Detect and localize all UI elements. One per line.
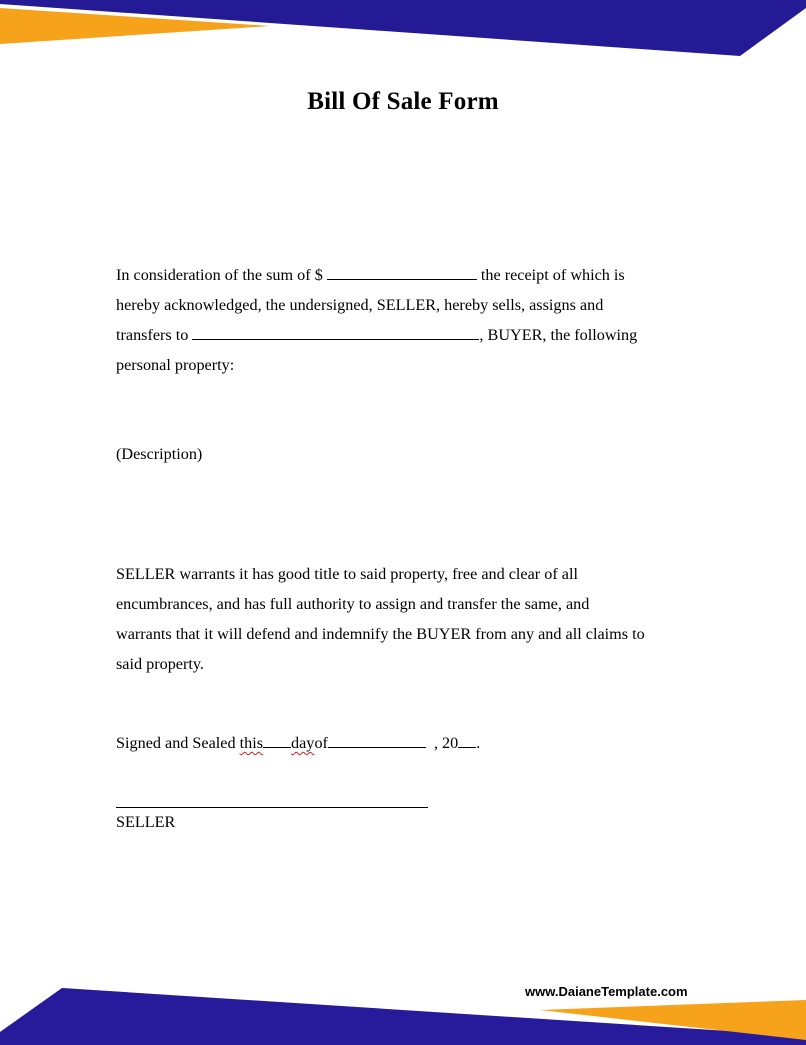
website-url: www.DaianeTemplate.com bbox=[525, 984, 688, 999]
seller-label: SELLER bbox=[116, 813, 176, 831]
of-word: of bbox=[314, 734, 328, 752]
warranty-line: warrants that it will defend and indemnify the BUYER from any and all claims to bbox=[116, 625, 645, 643]
signed-line bbox=[116, 728, 706, 758]
consideration-paragraph bbox=[116, 260, 706, 380]
year-prefix: , 20 bbox=[433, 734, 459, 752]
this-word: this bbox=[239, 734, 264, 752]
day-word: day bbox=[291, 734, 315, 752]
description-placeholder: (Description) bbox=[116, 445, 203, 463]
warranty-paragraph bbox=[116, 559, 706, 679]
personal-property-text: personal property: bbox=[116, 356, 235, 374]
warranty-line: encumbrances, and has full authority to assign and transfer the same, and bbox=[116, 595, 590, 613]
receipt-text: the receipt of which is bbox=[480, 266, 625, 284]
warranty-line: said property. bbox=[116, 655, 204, 673]
buyer-text: , BUYER, the following bbox=[479, 326, 638, 344]
signed-end: . bbox=[476, 734, 481, 752]
page-title: Bill Of Sale Form bbox=[307, 88, 499, 115]
day-blank[interactable] bbox=[263, 730, 291, 748]
acknowledged-text: hereby acknowledged, the undersigned, SELLER, hereby sells, assigns and bbox=[116, 296, 604, 314]
warranty-line: SELLER warrants it has good title to said property, free and clear of all bbox=[116, 565, 578, 583]
buyer-name-blank[interactable] bbox=[192, 322, 479, 340]
year-blank[interactable] bbox=[458, 730, 476, 748]
signed-text: Signed and Sealed bbox=[116, 734, 236, 752]
amount-blank[interactable] bbox=[327, 262, 477, 280]
transfers-text: transfers to bbox=[116, 326, 189, 344]
month-blank[interactable] bbox=[328, 730, 426, 748]
consideration-text: In consideration of the sum of $ bbox=[116, 266, 323, 284]
